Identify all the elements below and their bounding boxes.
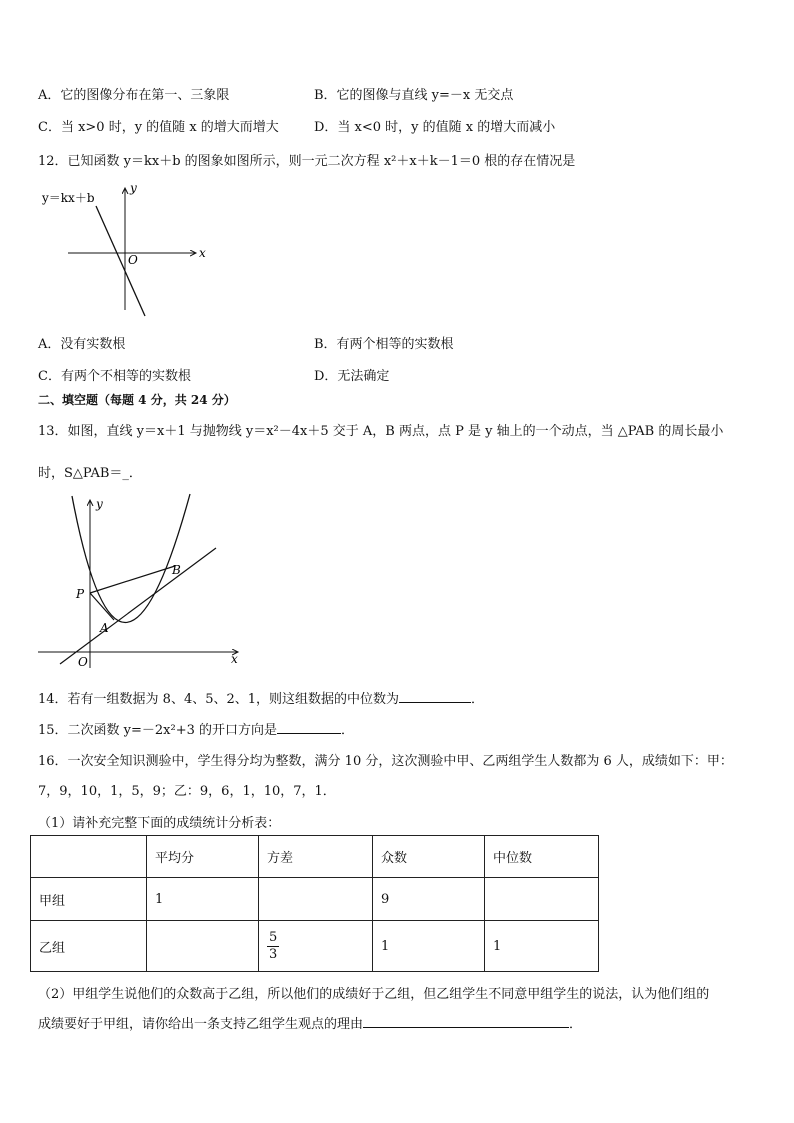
table-header-row — [31, 836, 599, 878]
q15-end: ． — [341, 723, 355, 738]
table-cell: 1 — [485, 921, 599, 972]
q13-point-p-label: P — [76, 587, 85, 601]
q12-graph — [38, 178, 218, 318]
q12-y-label: y — [130, 181, 137, 195]
q13-segment-pa — [90, 593, 114, 620]
q13-point-a-label: A — [100, 621, 109, 635]
table-header-cell — [31, 836, 147, 878]
q12-origin-label: O — [128, 253, 138, 267]
q13-y-label: y — [96, 497, 103, 511]
table-cell: 甲组 — [31, 878, 147, 921]
q16-end: ． — [569, 1017, 583, 1032]
q11-option-d: D．当 x<0 时，y 的值随 x 的增大而减小 — [314, 120, 556, 135]
q14-end: ． — [471, 692, 485, 707]
q13-segment-pb — [90, 566, 175, 593]
table-row — [31, 921, 599, 972]
q12-option-b: B．有两个相等的实数根 — [314, 337, 454, 352]
table-cell: 1 — [147, 878, 259, 921]
q16-part1: （1）请补充完整下面的成绩统计分析表： — [38, 816, 281, 831]
q11-option-c: C．当 x>0 时，y 的值随 x 的增大而增大 — [38, 120, 279, 135]
q16-part2-line2 — [38, 1013, 582, 1032]
table-header-cell: 方差 — [259, 836, 373, 878]
q14-answer-blank[interactable] — [399, 690, 471, 703]
table-cell: 乙组 — [31, 921, 147, 972]
table-cell — [259, 878, 373, 921]
q12-stem: 12．已知函数 y＝kx＋b 的图象如图所示，则一元二次方程 x²＋x＋k－1＝0 根的存在情况是 — [38, 154, 576, 169]
table-cell — [147, 921, 259, 972]
table-row — [31, 878, 599, 921]
table-header-cell: 平均分 — [147, 836, 259, 878]
q15-stem: 15．二次函数 y=－2x²+3 的开口方向是 — [38, 723, 278, 738]
q13-point-b-label: B — [172, 563, 181, 577]
q16-stem-continued: 7，9，10，1，5，9；乙：9，6，1，10，7，1． — [38, 784, 336, 799]
q16-stem: 16．一次安全知识测验中，学生得分均为整数，满分 10 分，这次测验中甲、乙两组学生人数都为 6 人，成绩如下：甲： — [38, 754, 733, 769]
table-cell: 9 — [373, 878, 485, 921]
q12-graph-label: y＝kx＋b — [42, 191, 95, 205]
q15-line — [38, 719, 354, 738]
table-cell — [259, 921, 373, 972]
q12-option-a: A．没有实数根 — [38, 337, 126, 352]
table-cell — [485, 878, 599, 921]
q12-x-label: x — [199, 246, 206, 260]
q11-option-b: B．它的图像与直线 y=－x 无交点 — [314, 88, 514, 103]
q12-option-d: D．无法确定 — [314, 369, 390, 384]
q12-option-c: C．有两个不相等的实数根 — [38, 369, 191, 384]
q13-line — [60, 548, 216, 664]
q13-x-label: x — [231, 652, 238, 666]
q14-line — [38, 688, 484, 707]
fraction-numerator: 5 — [269, 929, 278, 945]
q13-origin-label: O — [78, 655, 88, 669]
table-header-cell: 众数 — [373, 836, 485, 878]
fraction-denominator: 3 — [269, 946, 278, 962]
q16-part2-continued: 成绩要好于甲组，请你给出一条支持乙组学生观点的理由 — [38, 1017, 364, 1032]
score-analysis-table — [30, 835, 599, 972]
q14-stem: 14．若有一组数据为 8、4、5、2、1，则这组数据的中位数为 — [38, 692, 400, 707]
q15-answer-blank[interactable] — [277, 721, 341, 734]
table-cell: 1 — [373, 921, 485, 972]
q16-part2: （2）甲组学生说他们的众数高于乙组，所以他们的成绩好于乙组，但乙组学生不同意甲组学生的说法，认为他们组的 — [38, 987, 710, 1002]
q13-stem: 13．如图，直线 y＝x＋1 与抛物线 y＝x²－4x＋5 交于 A，B 两点，点 P 是 y 轴上的一个动点，当 △PAB 的周长最小 — [38, 424, 724, 439]
table-header-cell: 中位数 — [485, 836, 599, 878]
q16-answer-blank[interactable] — [363, 1015, 569, 1028]
variance-fraction — [267, 930, 279, 963]
q11-option-a: A．它的图像分布在第一、三象限 — [38, 88, 230, 103]
q13-graph — [32, 490, 252, 672]
q13-stem-continued: 时，S△PAB＝_． — [38, 466, 142, 481]
section-fill-blank-title: 二、填空题（每题 4 分，共 24 分） — [38, 393, 236, 407]
